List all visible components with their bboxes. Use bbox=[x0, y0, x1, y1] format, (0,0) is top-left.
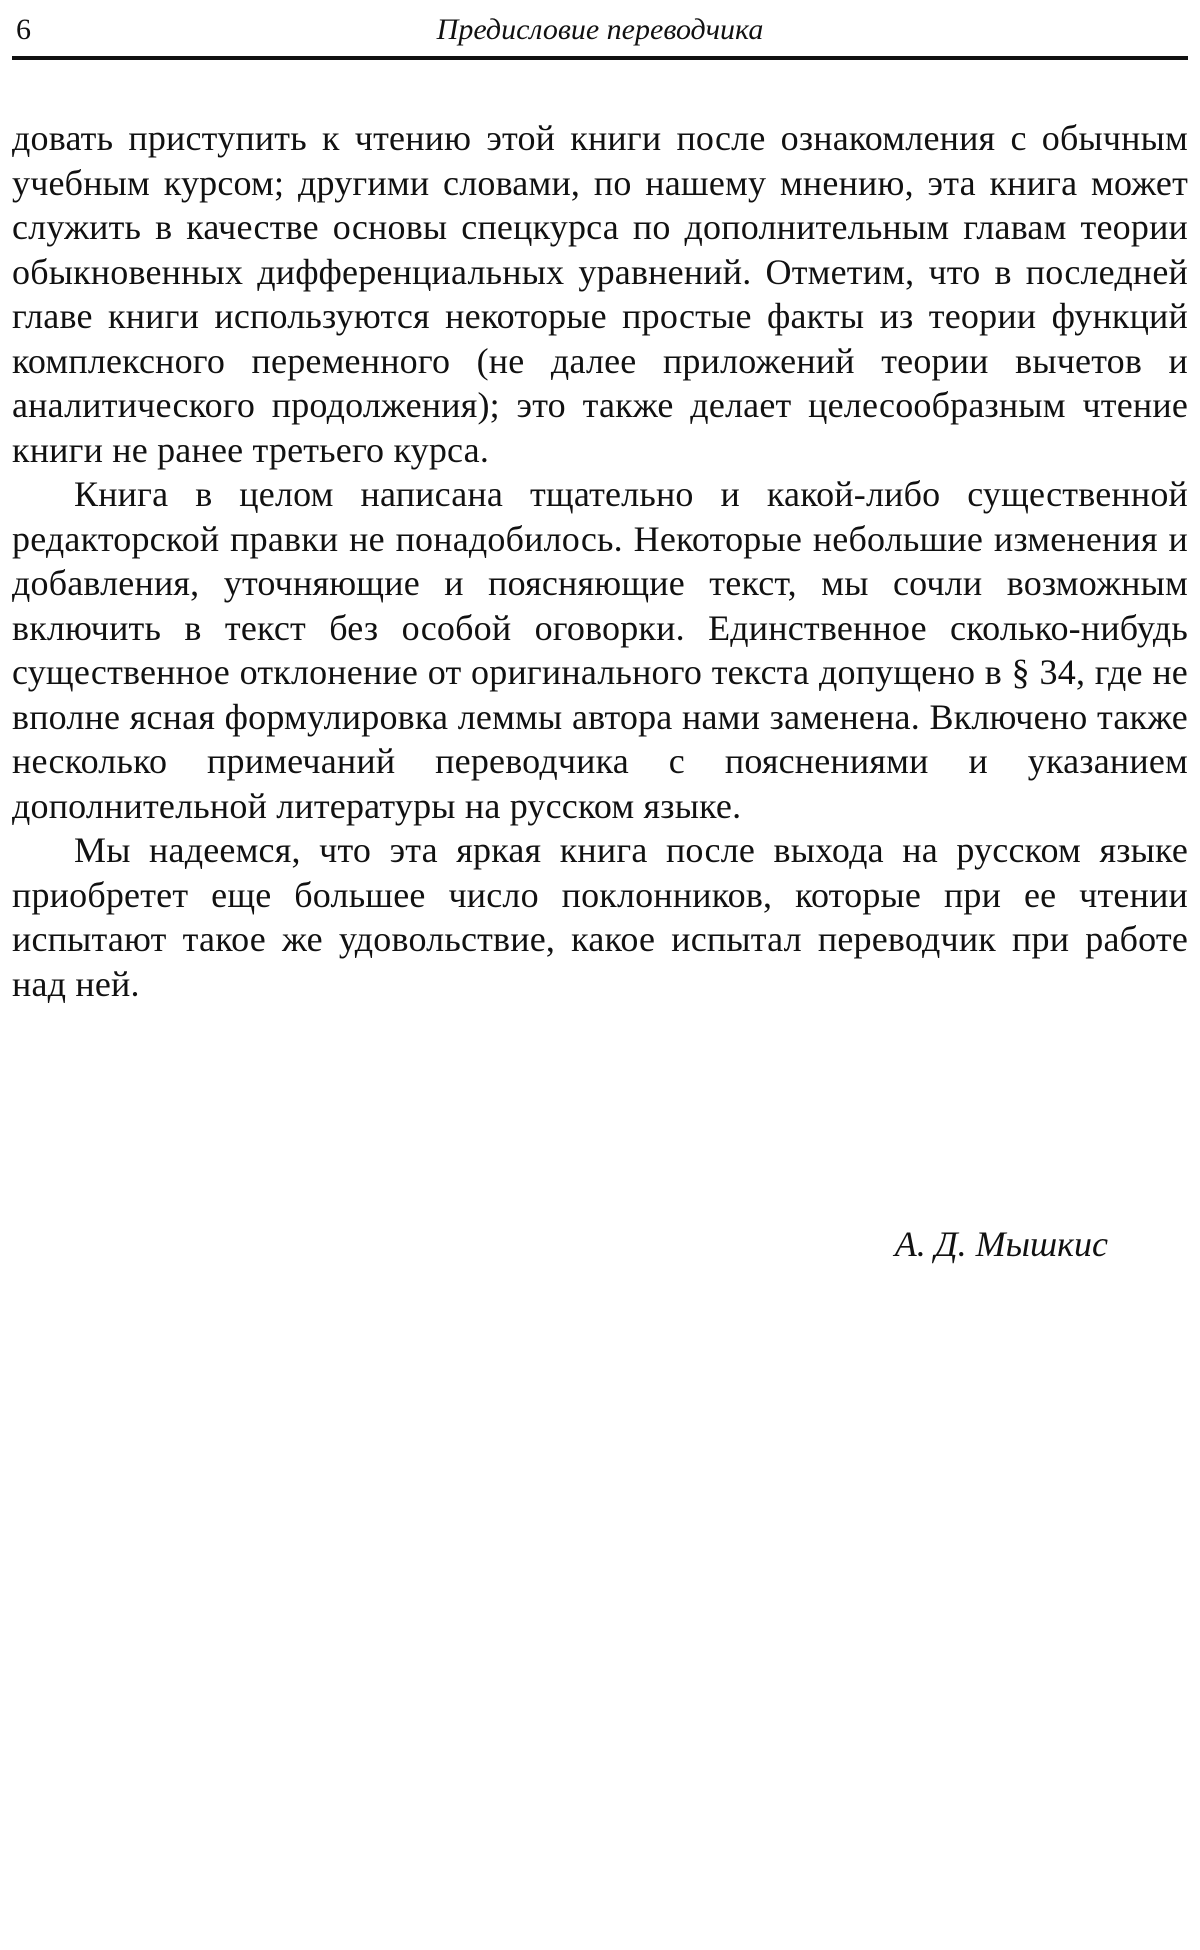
running-title: Предисловие переводчика bbox=[436, 13, 764, 46]
paragraph-continued: довать приступить к чтению этой книги после ознакомления с обычным учебным курсом; другими словами, по нашему мнению, эта книга может служить в качестве основы спецкурса по дополнительным главам теории обыкновенных дифференциальных уравнений. Отметим, что в последней главе книги используются некоторые простые факты из теории функций комплексного переменного (не далее приложений теории вычетов и аналитического продолжения); это также делает целесообразным чтение книги не ранее третьего курса. bbox=[12, 118, 1188, 470]
header-rule bbox=[12, 56, 1188, 60]
page-number: 6 bbox=[16, 13, 31, 46]
body-text bbox=[12, 116, 1188, 1006]
running-head bbox=[12, 8, 1188, 52]
translator-signature: А. Д. Мышкис bbox=[894, 1224, 1108, 1264]
paragraph: Книга в целом написана тщательно и какой-либо существенной редакторской правки не понадобилось. Некоторые небольшие изменения и добавления, уточняющие и поясняющие текст, мы сочли возможным включить в текст без особой оговорки. Единственное сколько-нибудь существенное отклонение от оригинального текста допущено в § 34, где не вполне ясная формулировка леммы автора нами заменена. Включено также несколько примечаний переводчика с пояснениями и указанием дополнительной литературы на русском языке. bbox=[12, 474, 1188, 826]
book-page bbox=[12, 0, 1188, 1950]
paragraph: Мы надеемся, что эта яркая книга после выхода на русском языке приобретет еще большее число поклонников, которые при ее чтении испытают такое же удовольствие, какое испытал переводчик при работе над ней. bbox=[12, 830, 1188, 1004]
